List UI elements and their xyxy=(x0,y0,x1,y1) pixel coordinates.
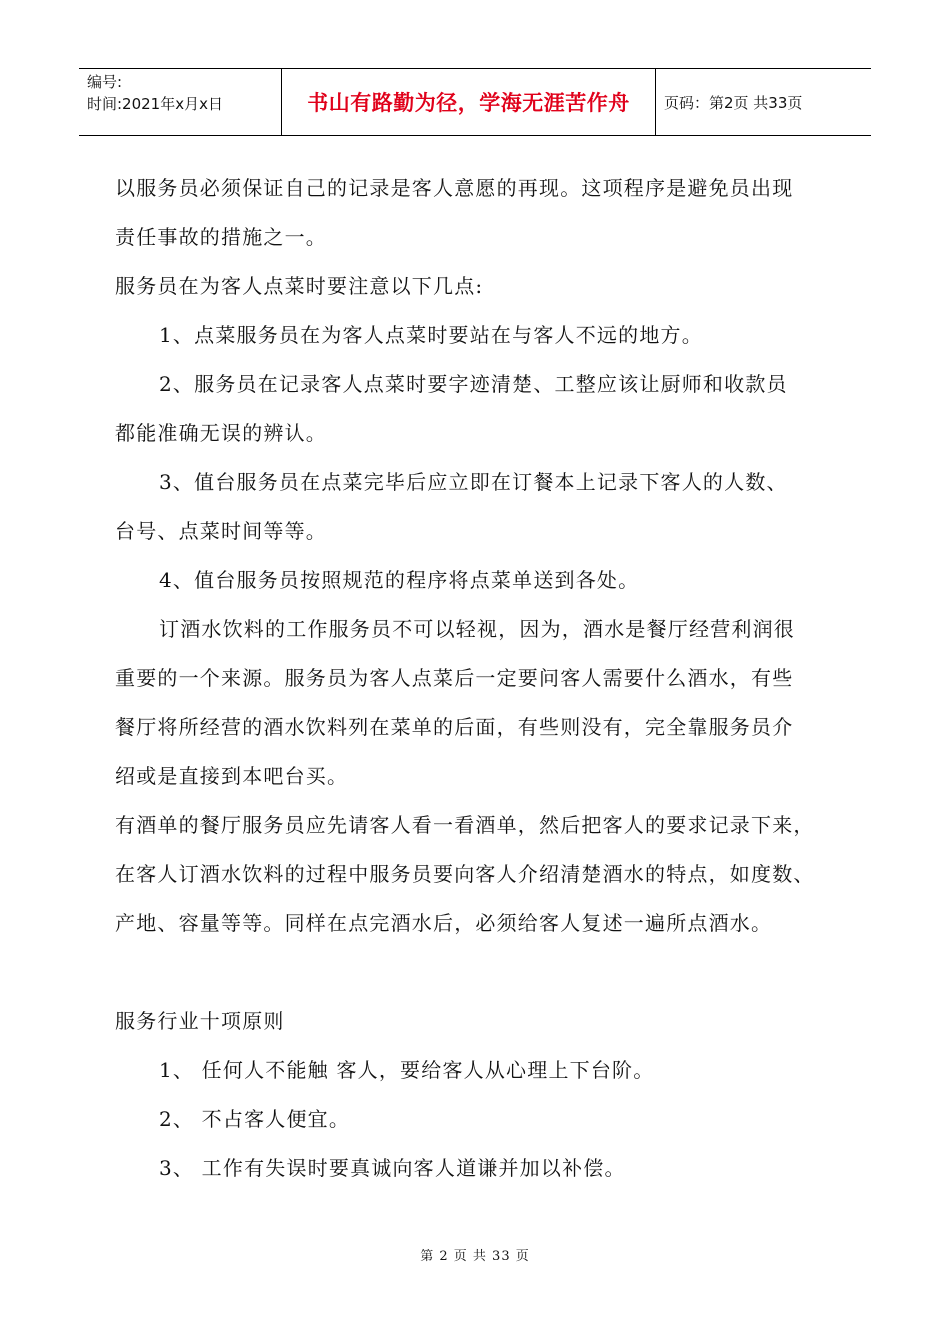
paragraph-line: 餐厅将所经营的酒水饮料列在菜单的后面，有些则没有，完全靠服务员介 xyxy=(115,715,794,739)
paragraph-line: 订酒水饮料的工作服务员不可以轻视，因为，酒水是餐厅经营利润很 xyxy=(159,617,795,641)
section-heading: 服务行业十项原则 xyxy=(115,1009,285,1033)
document-number-label: 编号: xyxy=(87,73,123,91)
paragraph-line: 以服务员必须保证自己的记录是客人意愿的再现。这项程序是避免员出现 xyxy=(115,176,794,200)
header-page-info: 页码：第2页 共33页 xyxy=(664,93,803,112)
paragraph-line: 服务员在为客人点菜时要注意以下几点: xyxy=(115,274,484,298)
page-header xyxy=(79,68,871,136)
list-item: 2、 不占客人便宜。 xyxy=(159,1107,351,1131)
paragraph-line: 绍或是直接到本吧台买。 xyxy=(115,764,349,788)
paragraph-line: 在客人订酒水饮料的过程中服务员要向客人介绍清楚酒水的特点，如度数、 xyxy=(115,862,815,886)
paragraph-line: 重要的一个来源。服务员为客人点菜后一定要问客人需要什么酒水，有些 xyxy=(115,666,794,690)
paragraph-line: 台号、点菜时间等等。 xyxy=(115,519,327,543)
page-footer: 第 2 页 共 33 页 xyxy=(420,1249,530,1264)
document-date: 时间:2021年x月x日 xyxy=(87,95,223,113)
header-meta xyxy=(79,69,282,135)
list-item: 3、值台服务员在点菜完毕后应立即在订餐本上记录下客人的人数、 xyxy=(159,470,788,494)
list-item: 3、 工作有失误时要真诚向客人道谦并加以补偿。 xyxy=(159,1156,626,1180)
list-item: 1、点菜服务员在为客人点菜时要站在与客人不远的地方。 xyxy=(159,323,703,347)
paragraph-line: 产地、容量等等。同样在点完酒水后，必须给客人复述一遍所点酒水。 xyxy=(115,911,773,935)
paragraph-line: 都能准确无误的辨认。 xyxy=(115,421,327,445)
blank-line xyxy=(115,948,835,997)
list-item: 2、服务员在记录客人点菜时要字迹清楚、工整应该让厨师和收款员 xyxy=(159,372,788,396)
header-motto: 书山有路勤为径，学海无涯苦作舟 xyxy=(282,69,656,135)
paragraph-line: 有酒单的餐厅服务员应先请客人看一看酒单，然后把客人的要求记录下来， xyxy=(115,813,815,837)
list-item: 4、值台服务员按照规范的程序将点菜单送到各处。 xyxy=(159,568,640,592)
list-item: 1、 任何人不能触 客人，要给客人从心理上下台阶。 xyxy=(159,1058,655,1082)
document-body xyxy=(115,164,835,1193)
paragraph-line: 责任事故的措施之一。 xyxy=(115,225,327,249)
